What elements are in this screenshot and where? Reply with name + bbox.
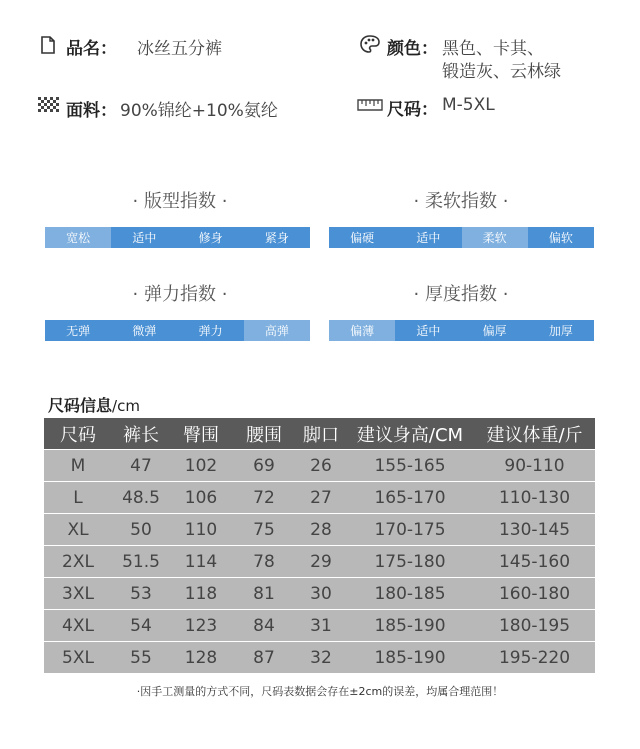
thickness-index-bar <box>329 320 594 341</box>
table-cell: L <box>73 487 83 508</box>
elasticity-option: 微弹 <box>111 320 177 341</box>
table-cell: 102 <box>184 455 218 476</box>
fabric-pattern-icon <box>38 97 60 115</box>
table-cell: 30 <box>310 583 332 604</box>
ruler-icon <box>357 96 383 112</box>
table-cell: 170-175 <box>374 519 446 540</box>
size-table-title-text: 尺码信息 <box>48 396 113 415</box>
color-value-line2: 锻造灰、云林绿 <box>442 62 561 82</box>
fit-index-title: · 版型指数 · <box>132 191 228 212</box>
table-cell: 180-185 <box>374 583 446 604</box>
table-cell: 28 <box>310 519 332 540</box>
table-header-cell: 臀围 <box>183 424 219 446</box>
material-label: 面料： <box>66 101 117 121</box>
thickness-index-title: · 厚度指数 · <box>413 284 509 305</box>
elasticity-index-bar <box>45 320 310 341</box>
document-icon <box>40 36 56 54</box>
fit-option: 修身 <box>178 227 244 248</box>
table-row <box>44 513 595 545</box>
table-cell: 155-165 <box>374 455 446 476</box>
table-cell: 53 <box>130 583 152 604</box>
softness-option: 偏软 <box>528 227 594 248</box>
softness-option: 柔软 <box>462 227 528 248</box>
thickness-option: 加厚 <box>528 320 594 341</box>
fit-option: 适中 <box>111 227 177 248</box>
name-value: 冰丝五分裤 <box>137 39 222 59</box>
table-cell: 165-170 <box>374 487 446 508</box>
elasticity-index-title: · 弹力指数 · <box>132 284 228 305</box>
size-label: 尺码： <box>387 100 438 120</box>
table-cell: 55 <box>130 647 152 668</box>
table-cell: 47 <box>130 455 152 476</box>
color-value-line1: 黑色、卡其、 <box>442 39 544 59</box>
softness-index-title: · 柔软指数 · <box>413 191 509 212</box>
table-row <box>44 481 595 513</box>
table-row <box>44 545 595 577</box>
table-cell: XL <box>67 519 89 540</box>
table-cell: 81 <box>253 583 275 604</box>
measurement-note: ·因手工测量的方式不同，尺码表数据会存在±2cm的误差，均属合理范围！ <box>136 685 504 698</box>
softness-index-bar <box>329 227 594 248</box>
table-cell: 3XL <box>62 583 94 604</box>
table-cell: 180-195 <box>498 615 571 636</box>
name-label: 品名： <box>66 39 117 59</box>
fit-option: 宽松 <box>45 227 111 248</box>
table-cell: 75 <box>253 519 275 540</box>
fit-option: 紧身 <box>244 227 310 248</box>
table-cell: M <box>70 455 86 476</box>
table-cell: 110 <box>184 519 218 540</box>
table-cell: 195-220 <box>498 647 571 668</box>
table-cell: 185-190 <box>374 647 446 668</box>
table-cell: 160-180 <box>498 583 571 604</box>
elasticity-option: 弹力 <box>178 320 244 341</box>
softness-option: 偏硬 <box>329 227 395 248</box>
table-cell: 72 <box>253 487 275 508</box>
palette-icon <box>359 34 381 54</box>
table-cell: 54 <box>130 615 152 636</box>
table-cell: 29 <box>310 551 332 572</box>
fit-index-bar <box>45 227 310 248</box>
material-value: 90%锦纶+10%氨纶 <box>120 101 278 121</box>
table-cell: 175-180 <box>374 551 446 572</box>
thickness-option: 适中 <box>395 320 461 341</box>
table-cell: 4XL <box>62 615 94 636</box>
table-cell: 110-130 <box>498 487 571 508</box>
table-cell: 185-190 <box>374 615 446 636</box>
size-table <box>44 418 595 673</box>
table-row <box>44 449 595 481</box>
table-cell: 2XL <box>62 551 94 572</box>
elasticity-option: 无弹 <box>45 320 111 341</box>
table-cell: 123 <box>184 615 218 636</box>
table-cell: 87 <box>253 647 275 668</box>
size-value: M-5XL <box>442 95 495 115</box>
table-cell: 84 <box>253 615 275 636</box>
table-cell: 90-110 <box>504 455 565 476</box>
table-cell: 78 <box>253 551 275 572</box>
table-cell: 26 <box>310 455 332 476</box>
table-cell: 118 <box>184 583 218 604</box>
table-cell: 31 <box>310 615 332 636</box>
table-header-row <box>44 418 595 449</box>
table-header-cell: 裤长 <box>123 424 159 446</box>
elasticity-option: 高弹 <box>244 320 310 341</box>
table-header-cell: 腰围 <box>246 424 282 446</box>
size-table-title <box>48 393 140 416</box>
table-cell: 114 <box>184 551 218 572</box>
table-row <box>44 641 595 673</box>
table-cell: 106 <box>184 487 218 508</box>
table-header-cell: 建议身高/CM <box>356 424 464 446</box>
table-cell: 48.5 <box>122 487 160 508</box>
table-cell: 32 <box>310 647 332 668</box>
table-cell: 130-145 <box>498 519 571 540</box>
table-header-cell: 脚口 <box>303 424 339 446</box>
softness-option: 适中 <box>395 227 461 248</box>
color-label: 颜色： <box>387 39 438 59</box>
table-cell: 27 <box>310 487 332 508</box>
table-header-cell: 尺码 <box>60 424 96 446</box>
size-table-unit: /cm <box>112 397 140 415</box>
thickness-option: 偏薄 <box>329 320 395 341</box>
table-row <box>44 577 595 609</box>
table-cell: 145-160 <box>498 551 571 572</box>
table-header-cell: 建议体重/斤 <box>486 424 583 446</box>
table-cell: 51.5 <box>122 551 160 572</box>
table-row <box>44 609 595 641</box>
table-cell: 128 <box>184 647 218 668</box>
table-cell: 5XL <box>62 647 94 668</box>
table-cell: 69 <box>253 455 275 476</box>
thickness-option: 偏厚 <box>462 320 528 341</box>
table-cell: 50 <box>130 519 152 540</box>
